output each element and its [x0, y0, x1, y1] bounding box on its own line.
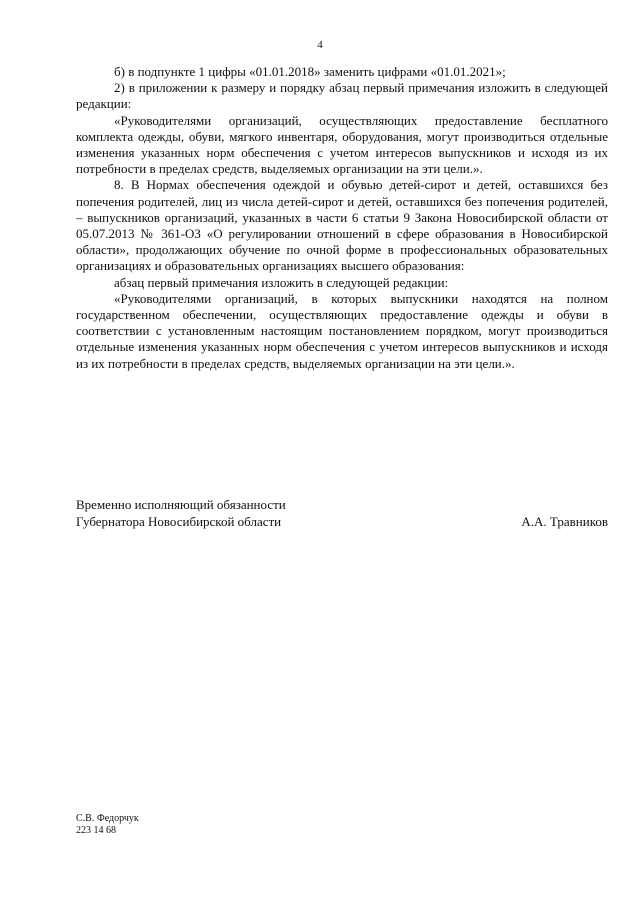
page-number: 4: [317, 39, 323, 51]
paragraph-item-8: 8. В Нормах обеспечения одеждой и обувью детей-сирот и детей, оставшихся без попечения родителей, лиц из числа детей-сирот и детей, оставшихся без попечения родителей, – выпускников организаций, указанных в части 6 статьи 9 Закона Новосибирской области от 05.07.2013 № 361-ОЗ «О регулировании отношений в сфере образования в Новосибирской области», продолжающих обучение по очной форме в профессиональных образовательных организациях и образовательных организациях высшего образования:: [76, 177, 608, 274]
paragraph-item-2: 2) в приложении к размеру и порядку абзац первый примечания изложить в следующей редакции:: [76, 80, 608, 112]
executor-info: [76, 813, 139, 837]
signature-row: [76, 513, 608, 530]
executor-phone: 223 14 68: [76, 825, 116, 836]
signer-position-line-1: Временно исполняющий обязанности: [76, 497, 286, 512]
signer-position-line-2: Губернатора Новосибирской области: [76, 514, 282, 529]
signature-block: [76, 496, 608, 530]
paragraph-subitem-b: б) в подпункте 1 цифры «01.01.2018» заменить цифрами «01.01.2021»;: [114, 64, 506, 79]
paragraph-note-instruction: абзац первый примечания изложить в следующей редакции:: [114, 274, 449, 290]
document-body: [76, 64, 608, 372]
paragraph-quote-1: «Руководителями организаций, осуществляющих предоставление бесплатного комплекта одежды, обуви, мягкого инвентаря, оборудования, могут производиться отдельные изменения указанных норм обеспечения с учетом интересов выпускников и исходя из их потребности в пределах средств, выделяемых организации на эти цели.».: [76, 112, 608, 177]
paragraph-quote-2: «Руководителями организаций, в которых выпускники находятся на полном государственном обеспечении, осуществляющих предоставление одежды и обуви в соответствии с установленным настоящим постановлением порядком, могут производиться отдельные изменения указанных норм обеспечения с учетом интересов выпускников и исходя из их потребности в пределах средств, выделяемых организации на эти цели.».: [76, 290, 608, 371]
executor-name: С.В. Федорчук: [76, 813, 139, 824]
signer-name: А.А. Травников: [521, 514, 608, 529]
